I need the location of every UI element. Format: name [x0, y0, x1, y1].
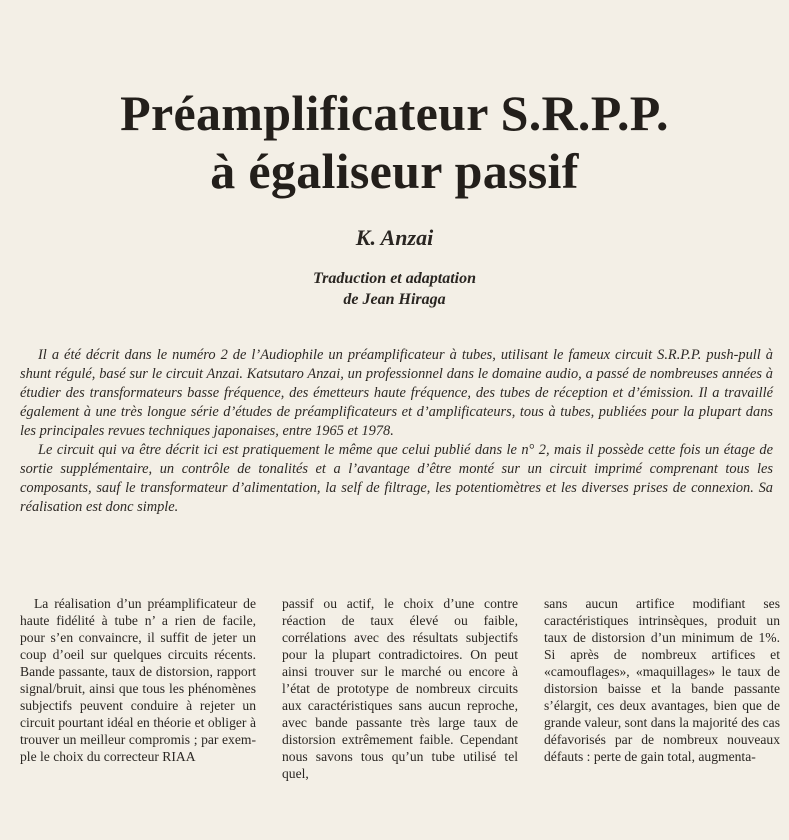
intro-paragraph-2: Le circuit qui va être décrit ici est pratiquement le même que celui publié dans le n° 2, mais il possède cette fois un étage de sortie supplémentaire, un contrôle de tonalités et a l’avantage d’être monté sur un circuit imprimé comprenant tous les composants, sauf le transformateur d’alimentation, la self de filtrage, les potentiomètres et les diverses prises de connexion. Sa réalisation est donc simple. — [20, 442, 773, 515]
title-line-1: Préamplificateur S.R.P.P. — [120, 84, 669, 141]
body-column-3: sans aucun artifice modifiant ses caractéristiques intrinsèques, produit un taux de distorsion d’un minimum de 1%. Si après de nombreux artifices et «camouflages», «maquillages» le taux de distorsion baisse et la bande passante s’élargit, ces deux avantages, bien que de grande valeur, sont dans la majorité des cas défavorisés par de nombreux nouveaux défauts : perte de gain total, augmenta- — [544, 596, 780, 764]
intro-paragraph-1: Il a été décrit dans le numéro 2 de l’Audiophile un préamplificateur à tubes, utilisant le fameux circuit S.R.P.P. push-pull à shunt régulé, basé sur le circuit Anzai. Katsutaro Anzai, un professionnel dans le domaine audio, a passé de nombreuses années à étudier des transformateurs basse fréquence, des émetteurs haute fréquence, des tubes de réception et d’émission. Il a travaillé également à une très longue série d’études de préamplificateurs et d’amplificateurs, tous à tubes, publiées pour la plupart dans les principales revues techniques japonaises, entre 1965 et 1978. — [20, 347, 773, 439]
article-title — [0, 84, 789, 200]
translation-line-1: Traduction et adaptation — [313, 270, 476, 287]
intro-paragraphs — [20, 346, 773, 517]
body-column-1: La réalisation d’un préamplificateur de haute fidélité à tube n’ a rien de facile, pour s’en convaincre, il suffit de jeter un coup d’oeil sur quelques circuits récents. Bande passante, taux de distorsion, rapport signal/bruit, ainsi que tous les phénomènes subjectifs peuvent conduire à rejeter un circuit pourtant idéal en théorie et obliger à trouver un meilleur compromis ; par exemple le choix du correcteur RIAA — [20, 596, 256, 764]
translation-line-2: de Jean Hiraga — [343, 291, 446, 308]
body-column-2: passif ou actif, le choix d’une contre réaction de taux élevé ou faible, corrélations avec des résultats subjectifs pour la plupart contradictoires. On peut ainsi trouver sur le marché ou encore à l’état de prototype de nombreux circuits aux caractéristiques sans aucun reproche, avec bande passante très large taux de distorsion extrêmement faible. Cependant nous savons tous qu’un tube utilisé tel quel, — [282, 596, 518, 781]
title-line-2: à égaliseur passif — [210, 142, 579, 199]
author-name: K. Anzai — [355, 225, 434, 250]
body-columns — [20, 595, 780, 835]
translation-credit — [0, 268, 789, 310]
